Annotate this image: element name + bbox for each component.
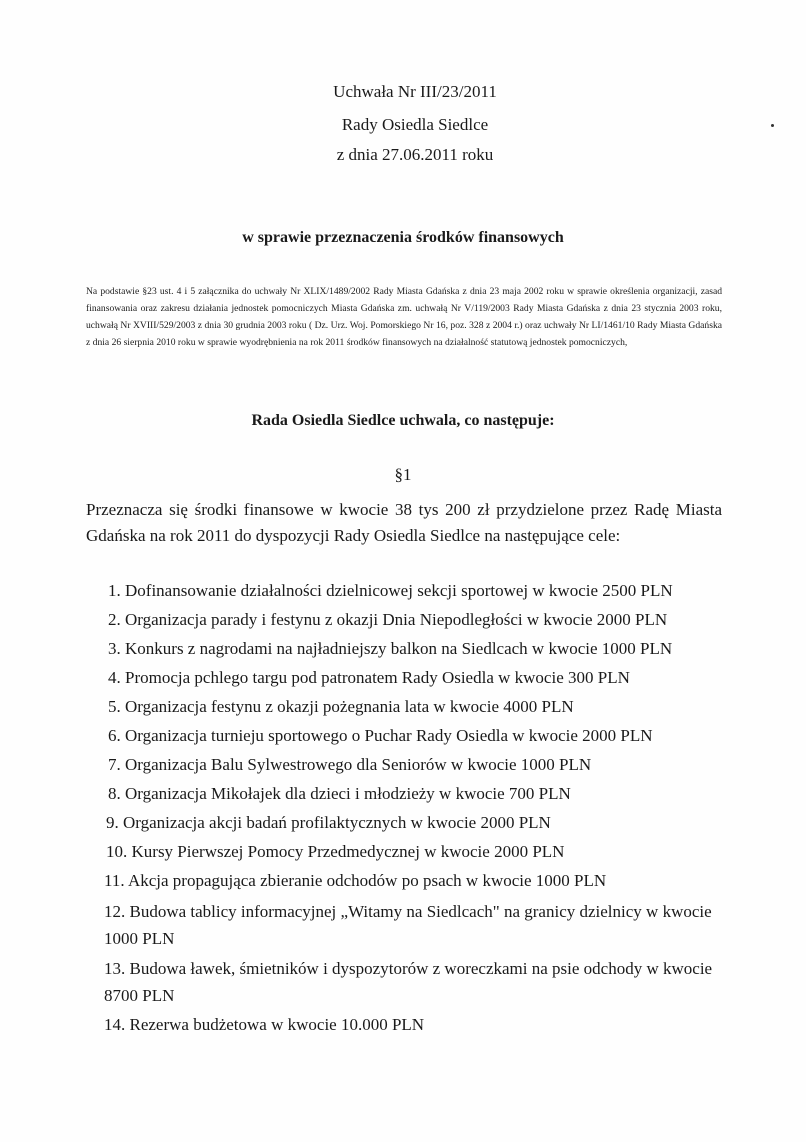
goal-item-10 [106, 842, 564, 862]
goal-number: 12. [104, 902, 126, 921]
goal-item-1 [108, 581, 673, 601]
goal-item-8 [108, 784, 571, 804]
goal-number: 9. [106, 813, 119, 832]
goal-text: Promocja pchlego targu pod patronatem Rady Osiedla w kwocie 300 PLN [125, 668, 630, 687]
council-decision-heading: Rada Osiedla Siedlce uchwala, co następuje: [251, 412, 555, 429]
goal-text-continuation: 8700 PLN [104, 986, 175, 1005]
goal-text: Budowa ławek, śmietników i dyspozytorów z woreczkami na psie odchody w kwocie [129, 959, 713, 978]
goal-item-13-continuation [104, 986, 174, 1006]
goal-text: Organizacja parady i festynu z okazji Dnia Niepodległości w kwocie 2000 PLN [125, 610, 668, 629]
goal-text: Dofinansowanie działalności dzielnicowej sekcji sportowej w kwocie 2500 PLN [125, 581, 673, 600]
goal-item-12-continuation [104, 929, 174, 949]
resolution-subject: w sprawie przeznaczenia środków finansowych [242, 229, 564, 246]
goal-item-14 [104, 1015, 424, 1035]
goal-text: Organizacja Balu Sylwestrowego dla Seniorów w kwocie 1000 PLN [125, 755, 592, 774]
goal-text: Organizacja festynu z okazji pożegnania lata w kwocie 4000 PLN [125, 697, 574, 716]
goal-number: 8. [108, 784, 121, 803]
goal-number: 11. [104, 871, 125, 890]
goal-number: 14. [104, 1015, 126, 1034]
resolution-date: z dnia 27.06.2011 roku [336, 145, 494, 164]
goal-item-5 [108, 697, 574, 717]
goal-item-3 [108, 639, 672, 659]
goal-number: 3. [108, 639, 121, 658]
goal-item-13 [104, 959, 712, 979]
goal-text: Akcja propagująca zbieranie odchodów po psach w kwocie 1000 PLN [127, 871, 607, 890]
goal-item-12 [104, 902, 712, 922]
goal-number: 10. [106, 842, 128, 861]
council-name: Rady Osiedla Siedlce [341, 115, 489, 134]
goal-text-continuation: 1000 PLN [104, 929, 175, 948]
goal-text: Konkurs z nagrodami na najładniejszy balkon na Siedlcach w kwocie 1000 PLN [125, 639, 673, 658]
goal-item-2 [108, 610, 667, 630]
goal-number: 7. [108, 755, 121, 774]
goal-number: 5. [108, 697, 121, 716]
goal-text: Rezerwa budżetowa w kwocie 10.000 PLN [129, 1015, 425, 1034]
section-mark: §1 [394, 465, 412, 484]
intro-paragraph: Przeznacza się środki finansowe w kwocie 38 tys 200 zł przydzielone przez Radę Miasta Gdańska na rok 2011 do dyspozycji Rady Osiedla Siedlce na następujące cele: [86, 500, 722, 545]
goal-number: 13. [104, 959, 126, 978]
resolution-number: Uchwała Nr III/23/2011 [333, 82, 497, 101]
goal-item-11 [104, 871, 606, 891]
goal-item-7 [108, 755, 591, 775]
goal-text: Kursy Pierwszej Pomocy Przedmedycznej w kwocie 2000 PLN [131, 842, 565, 861]
goal-item-9 [106, 813, 551, 833]
legal-basis-paragraph: Na podstawie §23 ust. 4 i 5 załącznika do uchwały Nr XLIX/1489/2002 Rady Miasta Gdańska z dnia 23 maja 2002 roku w sprawie określenia organizacji, zasad finansowania oraz zakresu działania jednostek pomocniczych Miasta Gdańska zm. uchwałą Nr V/119/2003 Rady Miasta Gdańska z dnia 23 stycznia 2003 roku, uchwałą Nr XVIII/529/2003 z dnia 30 grudnia 2003 roku ( Dz. Urz. Woj. Pomorskiego Nr 16, poz. 328 z 2004 r.) oraz uchwały Nr LI/1461/10 Rady Miasta Gdańska z dnia 26 sierpnia 2010 roku w sprawie wyodrębnienia na rok 2011 środków finansowych na działalność statutową jednostek pomocniczych, [86, 286, 722, 348]
goal-text: Organizacja turnieju sportowego o Puchar Rady Osiedla w kwocie 2000 PLN [125, 726, 653, 745]
goal-number: 1. [108, 581, 121, 600]
goal-number: 4. [108, 668, 121, 687]
goal-item-4 [108, 668, 630, 688]
goal-text: Organizacja akcji badań profilaktycznych w kwocie 2000 PLN [123, 813, 551, 832]
goal-number: 2. [108, 610, 121, 629]
goal-number: 6. [108, 726, 121, 745]
goal-item-6 [108, 726, 653, 746]
goal-text: Budowa tablicy informacyjnej „Witamy na Siedlcach" na granicy dzielnicy w kwocie [129, 902, 712, 921]
goal-text: Organizacja Mikołajek dla dzieci i młodzieży w kwocie 700 PLN [125, 784, 571, 803]
